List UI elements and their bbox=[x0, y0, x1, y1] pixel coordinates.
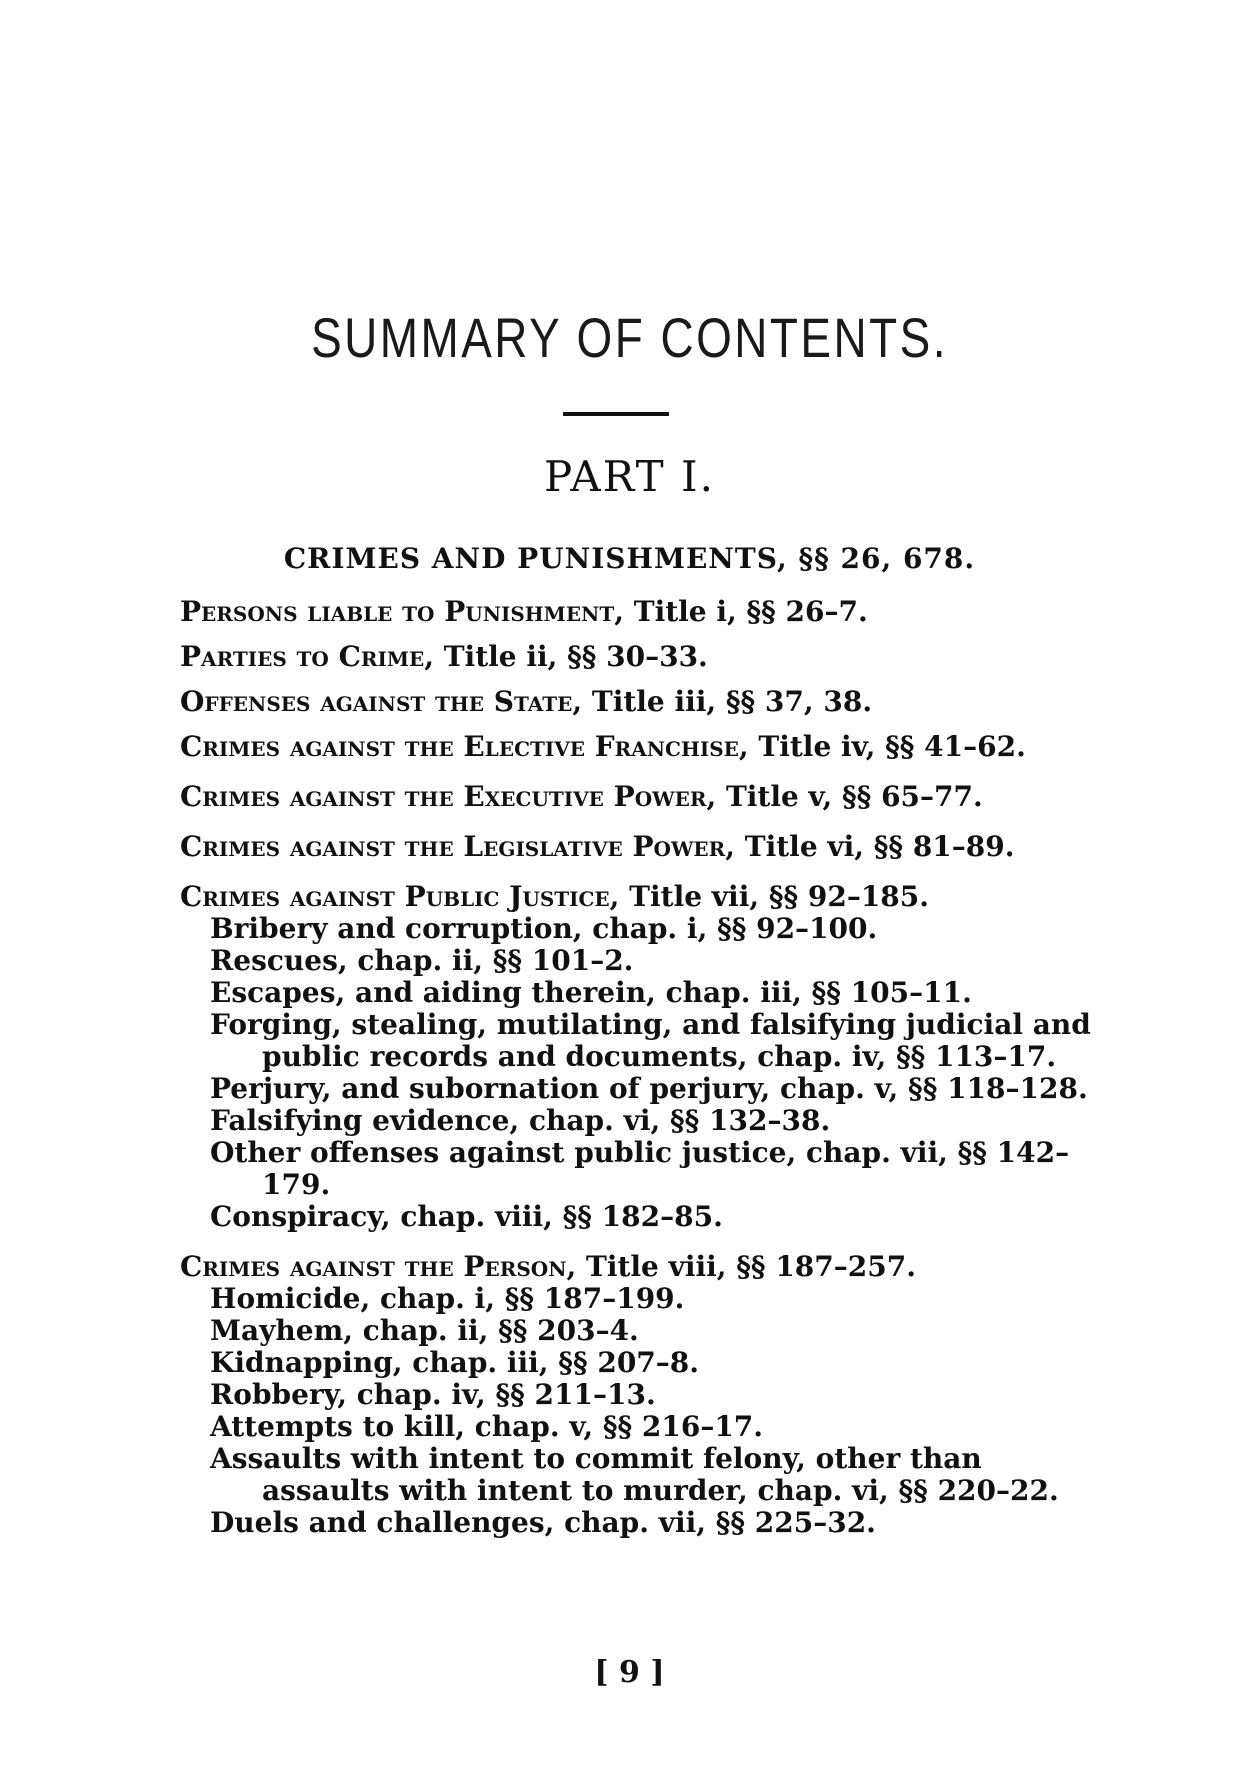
contents-entry bbox=[180, 641, 1100, 673]
entry-reference: Title vi, §§ 81–89. bbox=[735, 830, 1015, 863]
entry-heading: Parties to Crime, bbox=[180, 640, 434, 673]
sub-entry: Bribery and corruption, chap. i, §§ 92–100. bbox=[210, 912, 878, 945]
entry-reference: Title v, §§ 65–77. bbox=[716, 780, 983, 813]
sub-entry: Duels and challenges, chap. vii, §§ 225–32. bbox=[210, 1506, 876, 1539]
sub-entry: Other offenses against public justice, chap. vii, §§ 142–179. bbox=[210, 1136, 1070, 1201]
entry-heading: Persons liable to Punishment, bbox=[180, 595, 624, 628]
contents-entry bbox=[180, 596, 1100, 628]
contents-list bbox=[180, 596, 1100, 1552]
entry-heading: Offenses against the State, bbox=[180, 685, 583, 718]
entry-heading: Crimes against the Person, bbox=[180, 1250, 577, 1283]
entry-reference: Title iv, §§ 41–62. bbox=[748, 730, 1026, 763]
part-subtitle: CRIMES AND PUNISHMENTS, §§ 26, 678. bbox=[283, 542, 976, 575]
title-rule bbox=[563, 412, 669, 416]
entry-reference: Title viii, §§ 187–257. bbox=[576, 1250, 916, 1283]
sub-entry: Attempts to kill, chap. v, §§ 216–17. bbox=[210, 1410, 764, 1443]
sub-entry: Mayhem, chap. ii, §§ 203–4. bbox=[210, 1314, 639, 1347]
entry-heading: Crimes against Public Justice, bbox=[180, 880, 620, 913]
contents-entry bbox=[180, 1251, 1100, 1539]
sub-entry: Robbery, chap. iv, §§ 211–13. bbox=[210, 1378, 656, 1411]
entry-reference: Title i, §§ 26–7. bbox=[623, 595, 868, 628]
sub-entry: Conspiracy, chap. viii, §§ 182–85. bbox=[210, 1200, 723, 1233]
sub-entry: Rescues, chap. ii, §§ 101–2. bbox=[210, 944, 634, 977]
contents-entry bbox=[180, 831, 1100, 863]
entry-heading: Crimes against the Executive Power, bbox=[180, 780, 717, 813]
entry-reference: Title ii, §§ 30–33. bbox=[433, 640, 708, 673]
sub-entry: Forging, stealing, mutilating, and falsifying judicial and public records and documents, chap. iv, §§ 113–17. bbox=[210, 1008, 1091, 1073]
entry-heading: Crimes against the Elective Franchise, bbox=[180, 730, 749, 763]
contents-entry bbox=[180, 686, 1100, 718]
contents-entry bbox=[180, 881, 1100, 1233]
sub-entry: Escapes, and aiding therein, chap. iii, §§ 105–11. bbox=[210, 976, 972, 1009]
page-number: [ 9 ] bbox=[594, 1655, 665, 1690]
sub-entry: Homicide, chap. i, §§ 187–199. bbox=[210, 1282, 685, 1315]
entry-heading: Crimes against the Legislative Power, bbox=[180, 830, 736, 863]
sub-entry: Assaults with intent to commit felony, other than assaults with intent to murder, chap. vi, §§ 220–22. bbox=[210, 1442, 1059, 1507]
entry-reference: Title vii, §§ 92–185. bbox=[619, 880, 930, 913]
contents-entry bbox=[180, 731, 1100, 763]
entry-reference: Title iii, §§ 37, 38. bbox=[582, 685, 873, 718]
part-heading: PART I. bbox=[544, 452, 715, 501]
sub-entry: Perjury, and subornation of perjury, chap. v, §§ 118–128. bbox=[210, 1072, 1088, 1105]
page-title: SUMMARY OF CONTENTS. bbox=[311, 306, 948, 369]
contents-entry bbox=[180, 781, 1100, 813]
sub-entry: Falsifying evidence, chap. vi, §§ 132–38. bbox=[210, 1104, 831, 1137]
sub-entry: Kidnapping, chap. iii, §§ 207–8. bbox=[210, 1346, 700, 1379]
